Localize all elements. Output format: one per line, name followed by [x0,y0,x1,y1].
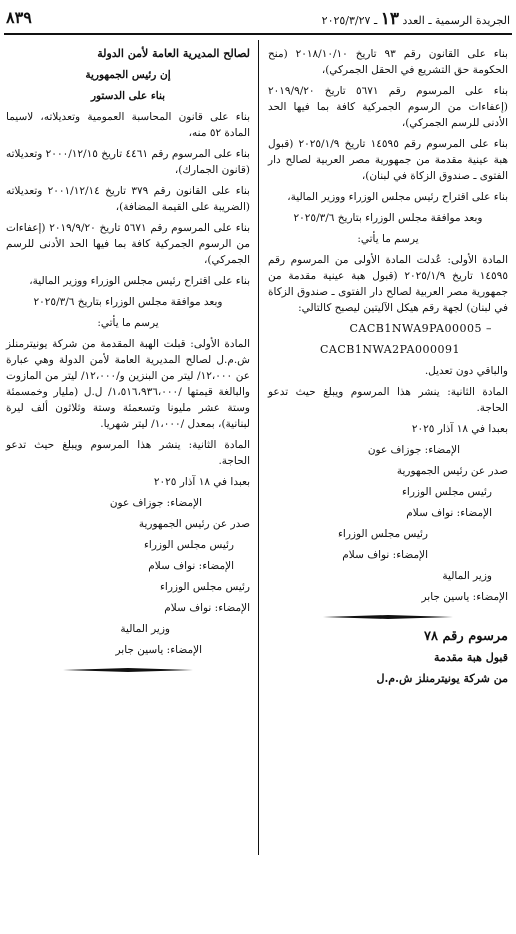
finance-minister-title: وزير المالية [120,623,170,635]
recital: بناء على قانون المحاسبة العمومية وتعديلاته، لاسيما المادة ٥٢ منه، [6,111,250,139]
recital: بناء على اقتراح رئيس مجلس الوزراء ووزير المالية، [287,191,508,203]
recital: بناء على القانون رقم ٩٣ تاريخ ٢٠١٨/١٠/١٠ (منح الحكومة حق التشريع في الحقل الجمركي)، [268,48,508,76]
pm-title: رئيس مجلس الوزراء [401,486,492,498]
pm-signature: الإمضاء: نواف سلام [148,560,234,572]
finance-minister-signature: الإمضاء: ياسين جابر [421,591,508,603]
running-header [322,9,510,29]
decree-formula: يرسم ما يأتي: [357,233,419,245]
president-line: إن رئيس الجمهورية [85,69,171,81]
recital: بناء على المرسوم رقم ٥٦٧١ تاريخ ٢٠١٩/٩/٢٠ (إعفاءات من الرسوم الجمركية كافة بما فيها الحد الأدنى للرسم الجمركي)، [268,85,508,129]
issued-by: صدر عن رئيس الجمهورية [138,518,250,530]
rest-unchanged: والباقي دون تعديل. [424,365,508,377]
signature-date: بعبدا في ١٨ آذار ٢٠٢٥ [411,423,508,435]
president-signature: الإمضاء: جوزاف عون [109,497,202,509]
decree-formula: يرسم ما يأتي: [97,317,159,329]
issued-by: صدر عن رئيس الجمهورية [396,465,508,477]
chassis-code-2: CACB1NWA2PA000091 [319,343,460,356]
pm-title: رئيس مجلس الوزراء [143,539,234,551]
pm-signature-2: الإمضاء: نواف سلام [164,602,250,614]
signature-date: بعبدا في ١٨ آذار ٢٠٢٥ [153,476,250,488]
constitution-line: بناء على الدستور [90,90,166,102]
decree-subtitle-1: قبول هبة مقدمة [434,651,508,664]
chassis-code-1: CACB1NWA9PA00005 – [349,322,492,335]
article-two: المادة الثانية: ينشر هذا المرسوم ويبلغ حيث تدعو الحاجة. [268,386,508,414]
decree-heading: لصالح المديرية العامة لأمن الدولة [97,47,250,60]
approval-line: وبعد موافقة مجلس الوزراء بتاريخ ٢٠٢٥/٣/٦ [33,296,223,308]
issue-number: ١٣ [380,9,399,29]
decree-title: مرسوم رقم ٧٨ [424,629,508,644]
pm-title-2: رئيس مجلس الوزراء [159,581,250,593]
page-header [0,0,516,34]
president-signature: الإمضاء: جوزاف عون [367,444,460,456]
recital: بناء على المرسوم رقم ٥٦٧١ تاريخ ٢٠١٩/٩/٢٠ (إعفاءات من الرسوم الجمركية كافة بما فيها الحد الأدنى للرسم الجمركي)، [6,222,250,266]
finance-minister-title: وزير المالية [442,570,492,582]
column-divider [258,40,259,855]
finance-minister-signature: الإمضاء: ياسين جابر [115,644,202,656]
separator-ornament [323,615,453,619]
decree-subtitle-2: من شركة يونيترمنلز ش.م.ل [376,672,508,685]
article-two: المادة الثانية: ينشر هذا المرسوم ويبلغ حيث تدعو الحاجة. [6,439,250,467]
publication-name: الجريدة الرسمية ـ العدد [402,14,510,27]
recital: بناء على المرسوم رقم ٤٤٦١ تاريخ ٢٠٠٠/١٢/١٥ وتعديلاته (قانون الجمارك)، [6,148,250,176]
issue-date: ـ ٢٠٢٥/٣/٢٧ [321,14,378,27]
page-number: ٨٣٩ [6,8,32,27]
pm-signature-2: الإمضاء: نواف سلام [342,549,428,561]
recital: بناء على اقتراح رئيس مجلس الوزراء ووزير المالية، [29,275,250,287]
recital: بناء على القانون رقم ٣٧٩ تاريخ ٢٠٠١/١٢/١٤ وتعديلاته (الضريبة على القيمة المضافة)، [6,185,250,213]
approval-line: وبعد موافقة مجلس الوزراء بتاريخ ٢٠٢٥/٣/٦ [293,212,483,224]
pm-signature: الإمضاء: نواف سلام [406,507,492,519]
recital: بناء على المرسوم رقم ١٤٥٩٥ تاريخ ٢٠٢٥/١/٩ (قبول هبة عينية مقدمة من جمهورية مصر العربية لصالح دار الفتوى ـ صندوق الزكاة في لبنان)، [268,138,508,182]
right-column [268,46,508,692]
pm-title-2: رئيس مجلس الوزراء [337,528,428,540]
article-one: المادة الأولى: عُدلت المادة الأولى من المرسوم رقم ١٤٥٩٥ تاريخ ٢٠٢٥/١/٩ (قبول هبة عينية مقدمة من جمهورية مصر العربية لصالح دار الفتوى ـ صندوق الزكاة في لبنان) لجهة رقم هيكل الآليتين ليصبح كالتالي: [268,254,508,314]
article-one: المادة الأولى: قبلت الهبة المقدمة من شركة يونيترمنلز ش.م.ل لصالح المديرية العامة لأمن الدولة وهي عبارة عن ١٢،٠٠٠/ ليتر من البنزين و/١٢،٠٠٠/ ليتر من المازوت والبالغة قيمتها /١،٥١٦،٩٣٦،٠٠٠/ ل.ل (مليار وخمسمئة وستة عشر مليونا وتسعمئة وستة وثلاثون ألف ليرة لبنانية)، بمعدل /١،٠٠٠/ ليتر شهريا. [6,338,250,430]
header-rule [4,33,512,35]
separator-ornament [63,668,193,672]
left-column [6,46,250,682]
